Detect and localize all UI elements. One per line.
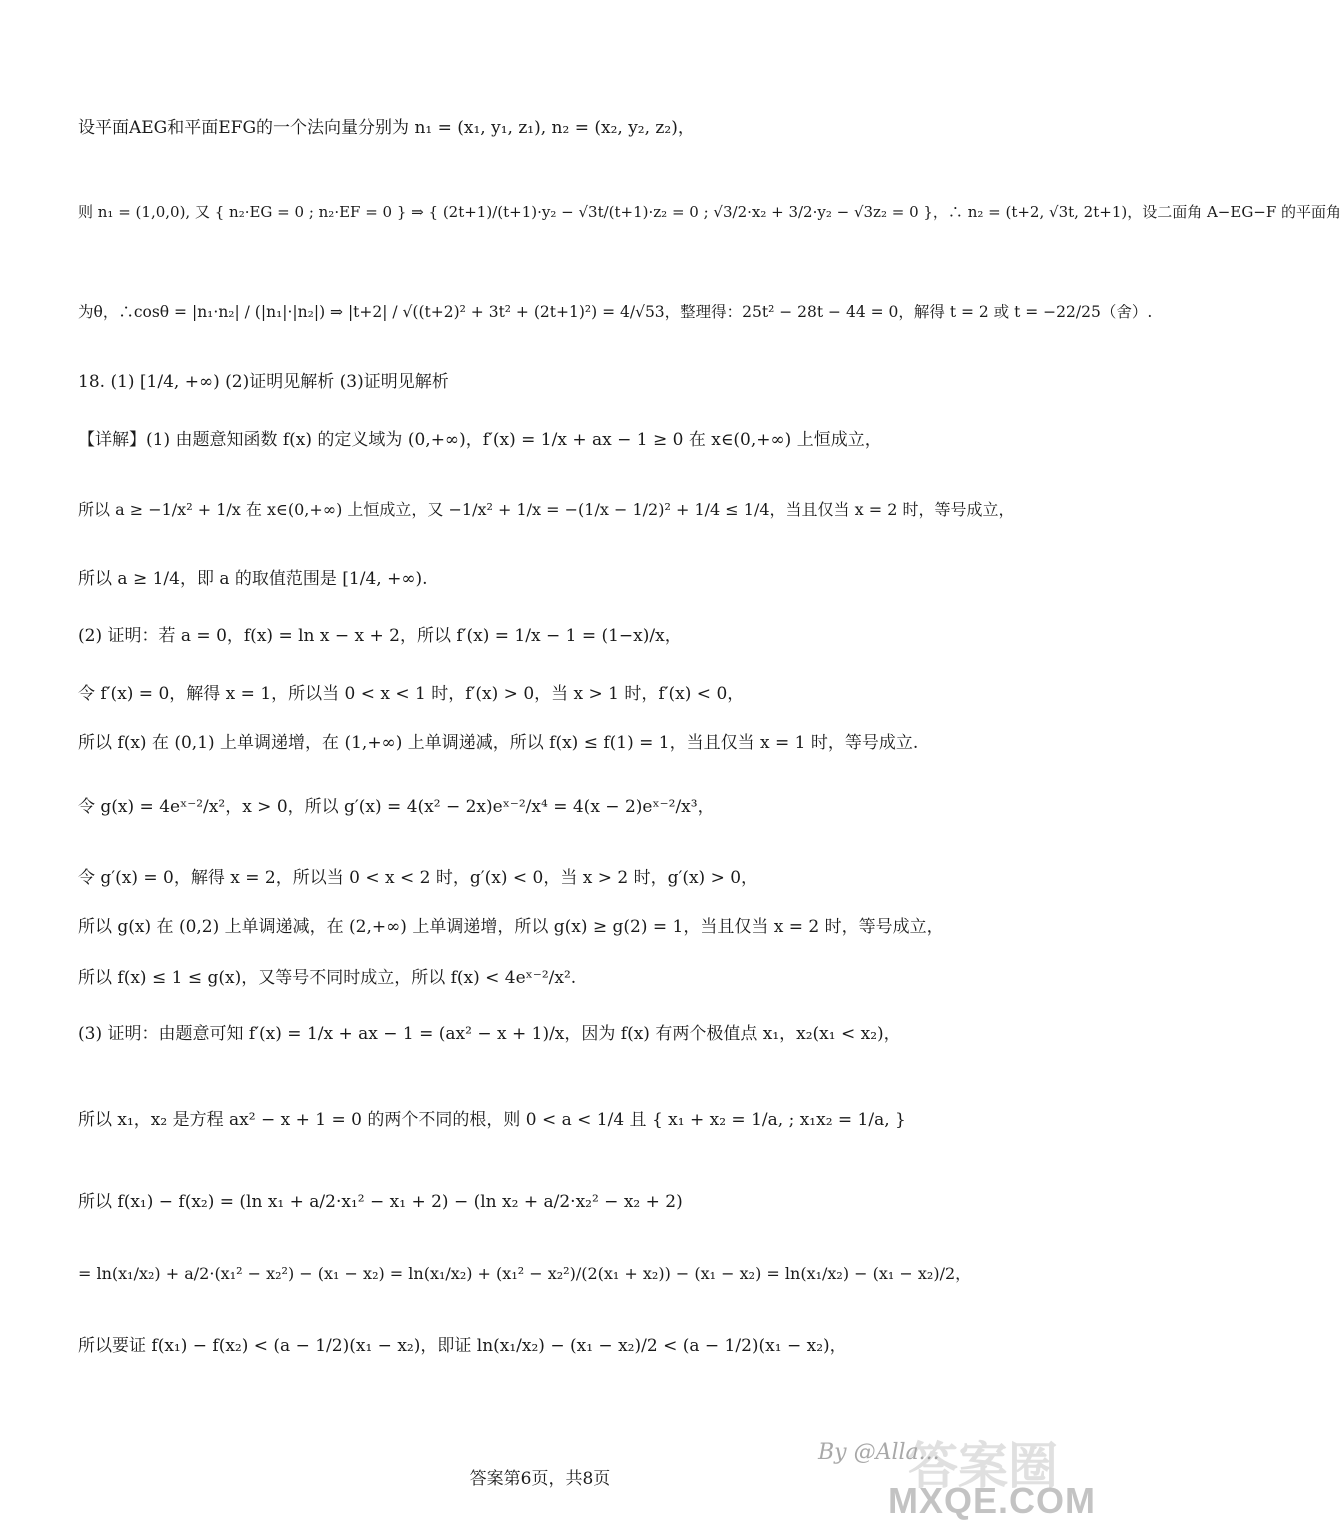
line-cos-theta: 为θ，∴cosθ = |n₁·n₂| / (|n₁|·|n₂|) ⇒ |t+2| / √((t+2)² + 3t² + (2t+1)²) = 4/√53，整理得：25t² − 28t − 44 = 0，解得 t = 2 或 t = −22/25（舍）. [78, 303, 1153, 321]
watermark-chinese: 答案圈 [908, 1437, 1058, 1495]
line-detail-2: 所以 a ≥ −1/x² + 1/x 在 x∈(0,+∞) 上恒成立，又 −1/x² + 1/x = −(1/x − 1/2)² + 1/4 ≤ 1/4，当且仅当 x = 2 时，等号成立， [78, 500, 1015, 519]
line-part2-3: 所以 f(x) 在 (0,1) 上单调递增，在 (1,+∞) 上单调递减，所以 f(x) ≤ f(1) = 1，当且仅当 x = 1 时，等号成立. [78, 733, 919, 753]
line-part3-3: 所以 f(x₁) − f(x₂) = (ln x₁ + a/2·x₁² − x₁ + 2) − (ln x₂ + a/2·x₂² − x₂ + 2) [78, 1192, 683, 1212]
watermark-signature: By @Alla... [818, 1440, 940, 1465]
line-part2-6: 所以 g(x) 在 (0,2) 上单调递减，在 (2,+∞) 上单调递增，所以 g(x) ≥ g(2) = 1，当且仅当 x = 2 时，等号成立， [78, 917, 944, 937]
line-normal-vectors: 设平面AEG和平面EFG的一个法向量分别为 n₁ = (x₁, y₁, z₁), n₂ = (x₂, y₂, z₂)， [78, 118, 695, 138]
line-part2-4: 令 g(x) = 4eˣ⁻²/x²，x > 0，所以 g′(x) = 4(x² − 2x)eˣ⁻²/x⁴ = 4(x − 2)eˣ⁻²/x³， [78, 797, 715, 817]
line-part3-2: 所以 x₁，x₂ 是方程 ax² − x + 1 = 0 的两个不同的根，则 0 < a < 1/4 且 { x₁ + x₂ = 1/a, ; x₁x₂ = 1/a, } [78, 1110, 906, 1130]
line-part2-7: 所以 f(x) ≤ 1 ≤ g(x)，又等号不同时成立，所以 f(x) < 4eˣ⁻²/x². [78, 968, 577, 988]
line-detail-3: 所以 a ≥ 1/4，即 a 的取值范围是 [1/4, +∞). [78, 569, 428, 589]
line-part2-2: 令 f′(x) = 0，解得 x = 1，所以当 0 < x < 1 时，f′(x) > 0，当 x > 1 时，f′(x) < 0， [78, 684, 745, 704]
line-detail-1: 【详解】(1) 由题意知函数 f(x) 的定义域为 (0,+∞)，f′(x) = 1/x + ax − 1 ≥ 0 在 x∈(0,+∞) 上恒成立， [78, 430, 882, 450]
page-footer: 答案第6页，共8页 [469, 1469, 611, 1489]
watermark-site: MXQE.COM [888, 1480, 1097, 1521]
line-part3-4: = ln(x₁/x₂) + a/2·(x₁² − x₂²) − (x₁ − x₂) = ln(x₁/x₂) + (x₁² − x₂²)/(2(x₁ + x₂)) − (x₁ − x₂) = ln(x₁/x₂) − (x₁ − x₂)/2， [78, 1264, 972, 1283]
line-system-equations: 则 n₁ = (1,0,0), 又 { n₂·EG = 0 ; n₂·EF = 0 } ⇒ { (2t+1)/(t+1)·y₂ − √3t/(t+1)·z₂ = 0 ; √3/2·x₂ + 3/2·y₂ − √3z₂ = 0 }，∴ n₂ = (t+2, √3t, 2t+1)，设二面角 A−EG−F 的平面角 [78, 203, 1341, 221]
line-part3-5: 所以要证 f(x₁) − f(x₂) < (a − 1/2)(x₁ − x₂)，即证 ln(x₁/x₂) − (x₁ − x₂)/2 < (a − 1/2)(x₁ − x₂)， [78, 1336, 847, 1356]
line-part3-1: (3) 证明：由题意可知 f′(x) = 1/x + ax − 1 = (ax² − x + 1)/x，因为 f(x) 有两个极值点 x₁，x₂(x₁ < x₂)， [78, 1024, 901, 1044]
line-q18-answers: 18. (1) [1/4, +∞) (2)证明见解析 (3)证明见解析 [78, 372, 449, 392]
line-part2-1: (2) 证明：若 a = 0，f(x) = ln x − x + 2，所以 f′(x) = 1/x − 1 = (1−x)/x， [78, 626, 682, 646]
line-part2-5: 令 g′(x) = 0，解得 x = 2，所以当 0 < x < 2 时，g′(x) < 0，当 x > 2 时，g′(x) > 0， [78, 868, 759, 888]
